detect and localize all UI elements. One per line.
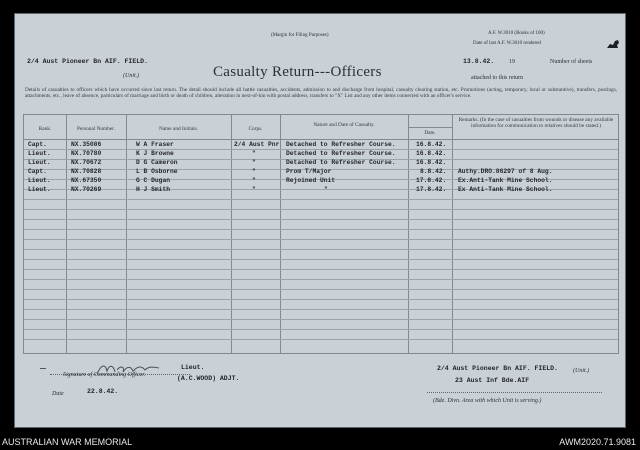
bird-stamp-icon bbox=[606, 39, 620, 50]
footer-accession: AWM2020.71.9081 bbox=[559, 437, 636, 447]
footer-credit: AUSTRALIAN WAR MEMORIAL bbox=[2, 437, 133, 447]
area-label: (Bde. Divn. Area with which Unit is serving.) bbox=[433, 398, 542, 404]
return-date: 13.8.42. bbox=[463, 58, 495, 65]
margin-note: (Margin for Filing Purposes) bbox=[271, 33, 329, 38]
brigade-value: 23 Aust Inf Bde.AIF bbox=[455, 377, 530, 384]
footer-unit-label: (Unit.) bbox=[573, 368, 590, 374]
unit-label: (Unit.) bbox=[123, 73, 140, 79]
signature-label: Signature of Commanding Officer. bbox=[63, 372, 146, 378]
attached-label: attached to this return bbox=[471, 75, 524, 81]
instructions-text: Details of casualties to officers which have occurred since last return. The detail should include all battle casualties, accidents, admission to and discharge from hospital, casualty clearing station, etc. Promotions (acting, temporary, local or substantive), transfers, postings, attachments, etc., leave of absence, particulars of marriage and birth or death of children, alteration in next-of-kin with postal address, transfers to "X" List and any other items connected with an officer's service. bbox=[25, 87, 617, 100]
signature-date-label: Date bbox=[52, 391, 64, 397]
header-rank: Rank. bbox=[38, 126, 52, 132]
signature-rank: Lieut. bbox=[181, 364, 205, 371]
table-row: Lieut. NX.70672 D G Cameron " Detached to Refresher Course. 16.8.42. bbox=[28, 159, 447, 166]
footer-unit-value: 2/4 Aust Pioneer Bn AIF. FIELD. bbox=[437, 365, 558, 372]
casualty-table bbox=[23, 114, 619, 354]
year-prefix: 19 bbox=[509, 59, 515, 65]
table-row: Lieut. NX.70269 H J Smith " " 17.8.42. Ex Anti-Tank Mine School. bbox=[28, 186, 553, 193]
header-name: Name and Initials. bbox=[159, 126, 198, 132]
table-row: Lieut. NX.67350 G C Dugan " Rejoined Unit 17.8.42. Ex.Anti-Tank Mine School. bbox=[28, 177, 553, 184]
date-last-label: Date of last A.F. W.3010 rendered bbox=[473, 41, 541, 46]
unit-value: 2/4 Aust Pioneer Bn AIF. FIELD. bbox=[27, 58, 148, 65]
table-row: Lieut. NX.70780 K J Browne " Detached to Refresher Course. 16.8.42. bbox=[28, 150, 447, 157]
header-remarks: Remarks. (In the case of casualties from wounds or disease any available information for communication to relatives should be stated.) bbox=[458, 117, 614, 129]
casualty-return-form bbox=[14, 13, 626, 428]
sheets-label: Number of sheets bbox=[550, 59, 593, 65]
header-nature: Nature and Date of Casualty. bbox=[313, 122, 375, 128]
form-title: Casualty Return---Officers bbox=[213, 64, 382, 80]
table-row: Capt. NX.70828 L B Osborne " Prom T/Major 8.8.42. Authy.DRO.86297 of 8 Aug. bbox=[28, 168, 553, 175]
table-row: Capt. NX.35086 W A Fraser 2/4 Aust Pnr Detached to Refresher Course. 16.8.42. bbox=[28, 141, 447, 148]
header-corps: Corps. bbox=[248, 126, 263, 132]
header-number: Personal Number. bbox=[77, 126, 115, 132]
header-date: Date. bbox=[424, 130, 436, 136]
signature-officer: (A.C.WOOD) ADJT. bbox=[177, 375, 240, 382]
signature-date: 22.8.42. bbox=[87, 388, 119, 395]
form-id: A.F. W.3010 (Books of 100) bbox=[488, 31, 545, 36]
